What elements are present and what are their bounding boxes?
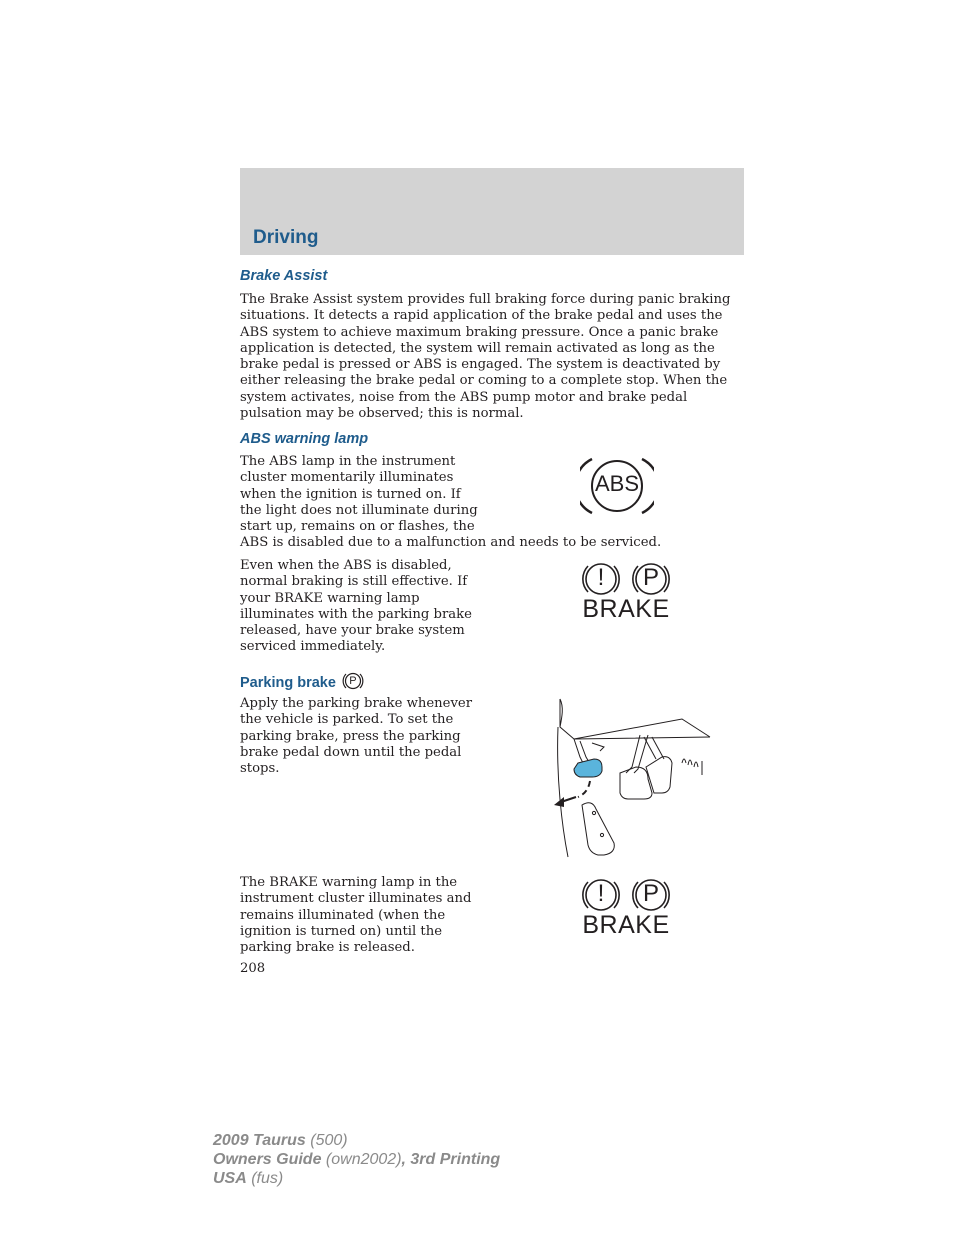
parking-p-icon: P	[642, 564, 659, 591]
text-line: The Brake Assist system provides full braking force during panic braking	[240, 292, 731, 307]
footer-region-code: (fus)	[246, 1170, 284, 1187]
abs-warning-icon	[580, 455, 654, 517]
footer-model-code: (500)	[305, 1132, 348, 1149]
exclamation-icon: !	[597, 880, 605, 907]
section-title: Driving	[253, 227, 319, 248]
parking-brake-pedal-illustration	[552, 697, 712, 859]
text-line: your BRAKE warning lamp	[240, 590, 420, 606]
exclamation-icon: !	[597, 564, 605, 591]
text-line: pulsation may be observed; this is normal.	[240, 406, 524, 422]
text-line: system activates, noise from the ABS pump motor and brake pedal	[240, 389, 688, 405]
brake-warning-icon	[580, 561, 672, 625]
parking-brake-heading-text: Parking brake	[240, 675, 336, 691]
text-line: brake pedal is pressed or ABS is engaged. The system is deactivated by	[240, 357, 721, 373]
text-line: Apply the parking brake whenever	[240, 696, 473, 711]
text-line: stops.	[240, 761, 280, 777]
brake-warning-icon	[580, 877, 672, 941]
text-line: parking brake is released.	[240, 940, 415, 956]
text-line: ignition is turned on) until the	[240, 923, 442, 939]
text-line: illuminates with the parking brake	[240, 606, 472, 622]
text-line: ABS is disabled due to a malfunction and needs to be serviced.	[240, 535, 662, 551]
text-line: the vehicle is parked. To set the	[240, 712, 454, 728]
text-line: brake pedal down until the pedal	[240, 744, 462, 760]
document-footer	[213, 1131, 500, 1188]
text-line: ABS system to achieve maximum braking pressure. Once a panic brake	[240, 324, 719, 340]
brake-assist-paragraph	[240, 292, 730, 422]
abs-lamp-heading: ABS warning lamp	[240, 431, 369, 447]
brake-icon-label: BRAKE	[582, 595, 670, 623]
text-line: the light does not illuminate during	[240, 502, 478, 518]
text-line: Even when the ABS is disabled,	[240, 558, 452, 573]
footer-printing: , 3rd Printing	[401, 1151, 501, 1168]
text-line: start up, remains on or flashes, the	[240, 519, 475, 535]
text-line: The ABS lamp in the instrument	[240, 454, 456, 469]
page-number: 208	[240, 961, 266, 976]
text-line: remains illuminated (when the	[240, 907, 446, 923]
text-line: serviced immediately.	[240, 639, 386, 655]
text-line: The BRAKE warning lamp in the	[240, 875, 458, 890]
parking-p-icon: P	[642, 880, 659, 907]
brake-icon-label: BRAKE	[582, 911, 670, 939]
parking-brake-p-icon	[340, 671, 366, 691]
parking-p-glyph: P	[349, 675, 357, 687]
abs-disabled-paragraph	[240, 558, 472, 656]
text-line: application is detected, the system will remain activated as long as the	[240, 340, 715, 356]
text-line: either releasing the brake pedal or coming to a complete stop. When the	[240, 373, 728, 389]
parking-brake-heading	[240, 671, 366, 691]
text-line: parking brake, press the parking	[240, 728, 461, 744]
footer-guide: Owners Guide	[213, 1151, 322, 1168]
text-line: instrument cluster illuminates and	[240, 891, 472, 907]
brake-assist-heading: Brake Assist	[240, 268, 328, 284]
footer-model: 2009 Taurus	[213, 1132, 306, 1149]
brake-lamp-paragraph	[240, 875, 471, 956]
footer-region: USA	[213, 1170, 247, 1187]
text-line: cluster momentarily illuminates	[240, 470, 454, 486]
text-line: released, have your brake system	[240, 623, 465, 639]
abs-icon-label: ABS	[594, 471, 640, 496]
footer-guide-code: (own2002)	[321, 1151, 402, 1168]
text-line: situations. It detects a rapid application of the brake pedal and uses the	[240, 308, 723, 324]
text-line: normal braking is still effective. If	[240, 574, 468, 590]
text-line: when the ignition is turned on. If	[240, 486, 461, 502]
parking-brake-paragraph	[240, 696, 472, 777]
